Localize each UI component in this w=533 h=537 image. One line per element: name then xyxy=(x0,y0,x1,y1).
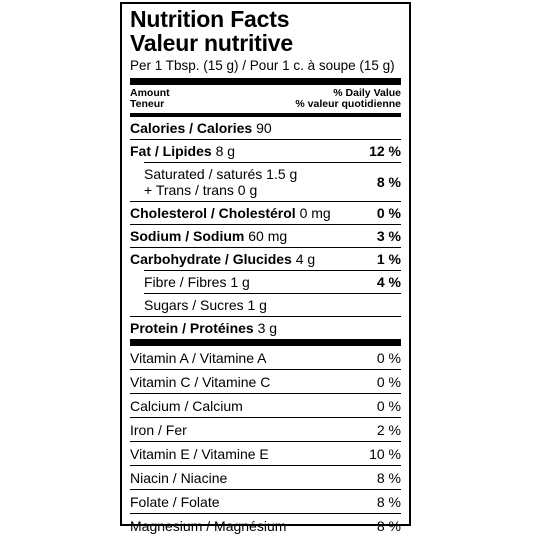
protein-amount: 3 g xyxy=(257,320,278,336)
valeur-quotidienne-label: % valeur quotidienne xyxy=(295,98,401,110)
amount-header xyxy=(130,88,170,110)
vitamin-row xyxy=(130,418,401,441)
vitamin-percent: 10 % xyxy=(369,445,401,462)
carbohydrate-row xyxy=(130,248,401,270)
carbohydrate-amount: 4 g xyxy=(295,251,316,267)
sodium-amount: 60 mg xyxy=(248,228,288,244)
fibre-percent: 4 % xyxy=(376,274,401,290)
carbohydrate-percent: 1 % xyxy=(376,251,401,267)
vitamin-label: Calcium / Calcium xyxy=(130,397,243,414)
serving-size: Per 1 Tbsp. (15 g) / Pour 1 c. à soupe (15 g) xyxy=(130,58,395,73)
vitamin-percent: 0 % xyxy=(376,397,401,414)
vitamin-label: Folate / Folate xyxy=(130,493,220,510)
title-french: Valeur nutritive xyxy=(130,30,293,56)
vitamin-row xyxy=(130,442,401,465)
vitamin-row xyxy=(130,490,401,513)
calories-row xyxy=(130,117,401,139)
fibre-label: Fibre / Fibres 1 g xyxy=(144,274,250,290)
vitamin-percent: 8 % xyxy=(376,517,401,534)
vitamin-label: Vitamin A / Vitamine A xyxy=(130,349,267,366)
sugars-row xyxy=(130,294,401,316)
fibre-row xyxy=(130,271,401,293)
saturated-label: Saturated / saturés 1.5 g xyxy=(144,166,298,182)
vitamin-row xyxy=(130,370,401,393)
vitamin-percent: 0 % xyxy=(376,373,401,390)
cholesterol-row xyxy=(130,202,401,224)
vitamin-label: Iron / Fer xyxy=(130,421,187,438)
vitamin-percent: 2 % xyxy=(376,421,401,438)
trans-label: + Trans / trans 0 g xyxy=(144,182,258,198)
sodium-row xyxy=(130,225,401,247)
calories-label: Calories / Calories xyxy=(130,120,253,136)
sugars-label: Sugars / Sucres 1 g xyxy=(144,297,267,313)
calories-value: 90 xyxy=(256,120,272,136)
vitamin-percent: 8 % xyxy=(376,469,401,486)
saturated-trans-row xyxy=(130,163,401,201)
vitamin-row xyxy=(130,394,401,417)
fat-row xyxy=(130,140,401,162)
daily-value-header xyxy=(295,88,401,110)
sodium-percent: 3 % xyxy=(376,228,401,244)
teneur-label: Teneur xyxy=(130,98,165,110)
nutrition-facts-panel xyxy=(120,2,411,534)
vitamin-label: Vitamin C / Vitamine C xyxy=(130,373,271,390)
amount-label: Amount xyxy=(130,87,170,99)
fat-percent: 12 % xyxy=(369,143,401,159)
divider-thick xyxy=(130,339,401,346)
fat-label: Fat / Lipides xyxy=(130,143,212,159)
cholesterol-label: Cholesterol / Cholestérol xyxy=(130,205,296,221)
daily-value-label: % Daily Value xyxy=(333,87,401,99)
fat-amount: 8 g xyxy=(215,143,236,159)
vitamin-percent: 8 % xyxy=(376,493,401,510)
cholesterol-percent: 0 % xyxy=(376,205,401,221)
cholesterol-amount: 0 mg xyxy=(299,205,331,221)
vitamin-list xyxy=(130,346,401,537)
protein-row xyxy=(130,317,401,339)
sodium-label: Sodium / Sodium xyxy=(130,228,245,244)
protein-label: Protein / Protéines xyxy=(130,320,254,336)
vitamin-row xyxy=(130,346,401,369)
vitamin-row xyxy=(130,514,401,537)
column-header xyxy=(130,85,401,113)
vitamin-label: Niacin / Niacine xyxy=(130,469,228,486)
saturated-percent: 8 % xyxy=(376,174,401,190)
divider-thick xyxy=(130,78,401,85)
vitamin-row xyxy=(130,466,401,489)
carbohydrate-label: Carbohydrate / Glucides xyxy=(130,251,292,267)
title-english: Nutrition Facts xyxy=(130,6,290,32)
vitamin-label: Magnesium / Magnésium xyxy=(130,517,287,534)
vitamin-label: Vitamin E / Vitamine E xyxy=(130,445,269,462)
vitamin-percent: 0 % xyxy=(376,349,401,366)
